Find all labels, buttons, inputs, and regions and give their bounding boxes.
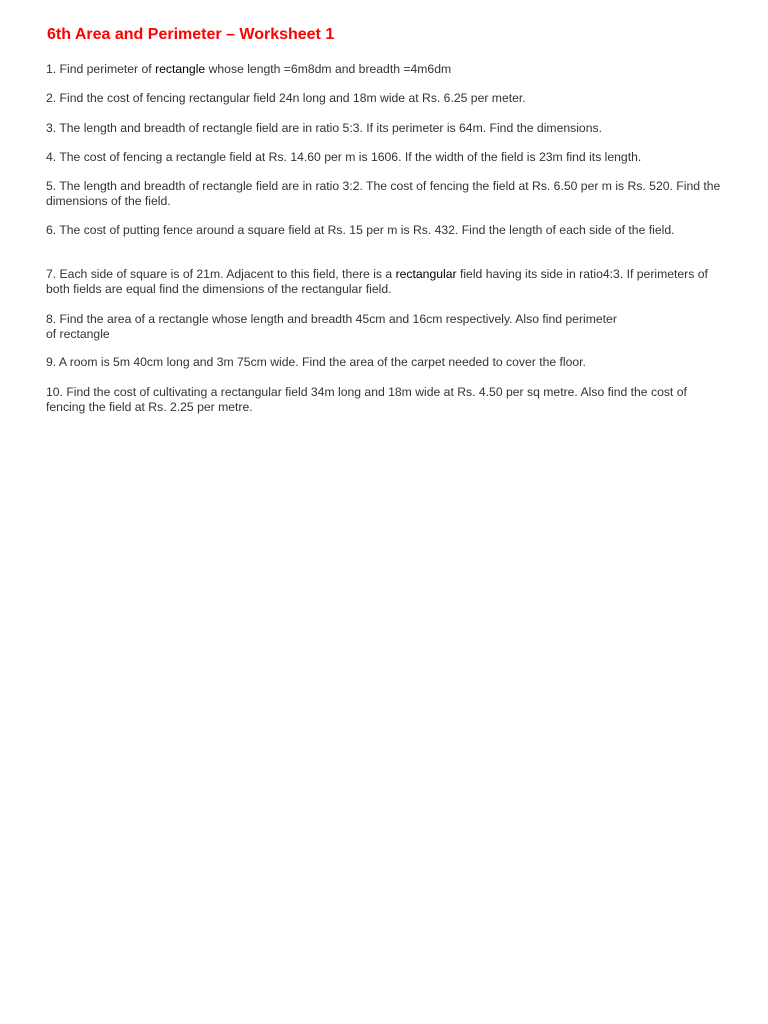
- question-8: [46, 312, 726, 342]
- question-text: 1. Find perimeter of: [46, 62, 156, 76]
- question-3: 3. The length and breadth of rectangle field are in ratio 5:3. If its perimeter is 64m. Find the dimensions.: [46, 121, 602, 135]
- question-text: whose length =6m8dm and breadth =4m6dm: [205, 62, 452, 76]
- question-4: 4. The cost of fencing a rectangle field at Rs. 14.60 per m is 1606. If the width of the field is 23m find its length.: [46, 150, 642, 164]
- question-7: [46, 267, 726, 297]
- question-text: field having its side in ratio4:3. If perimeters of both fields are equal find the dimensions of the rectangular field.: [46, 267, 708, 296]
- question-line: of rectangle: [46, 327, 110, 341]
- highlighted-term: rectangle: [155, 62, 206, 76]
- worksheet-title: 6th Area and Perimeter – Worksheet 1: [47, 26, 335, 43]
- question-9: 9. A room is 5m 40cm long and 3m 75cm wide. Find the area of the carpet needed to cover the floor.: [46, 355, 586, 369]
- highlighted-term: rectangular: [395, 267, 457, 281]
- question-10: 10. Find the cost of cultivating a rectangular field 34m long and 18m wide at Rs. 4.50 per sq metre. Also find the cost of fencing the field at Rs. 2.25 per metre.: [46, 385, 687, 414]
- question-1: [46, 62, 726, 77]
- question-5: 5. The length and breadth of rectangle field are in ratio 3:2. The cost of fencing the field at Rs. 6.50 per m is Rs. 520. Find the dimensions of the field.: [46, 179, 721, 208]
- question-2: 2. Find the cost of fencing rectangular field 24n long and 18m wide at Rs. 6.25 per meter.: [46, 91, 526, 105]
- question-6: 6. The cost of putting fence around a square field at Rs. 15 per m is Rs. 432. Find the length of each side of the field.: [46, 223, 675, 237]
- question-line: 8. Find the area of a rectangle whose length and breadth 45cm and 16cm respectively. Also find perimeter: [46, 312, 617, 326]
- question-text: 7. Each side of square is of 21m. Adjacent to this field, there is a: [46, 267, 396, 281]
